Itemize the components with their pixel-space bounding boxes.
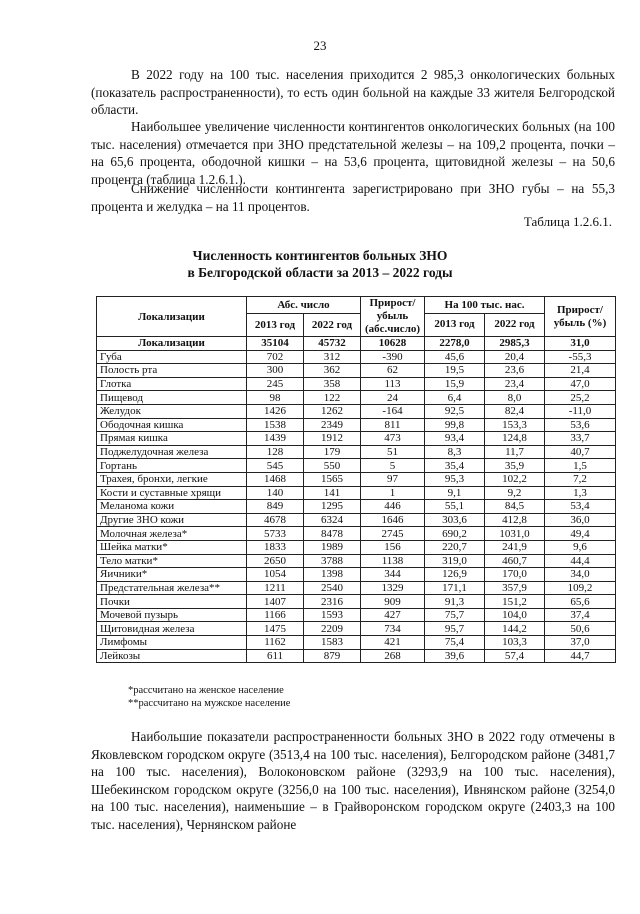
table-cell: 49,4 [545, 527, 616, 541]
table-cell: 109,2 [545, 581, 616, 595]
table-cell: 24 [361, 391, 425, 405]
table-cell: 473 [361, 432, 425, 446]
table-row [97, 527, 616, 541]
table-title-line2: в Белгородской области за 2013 – 2022 годы [187, 265, 453, 280]
table-cell: 1054 [247, 568, 304, 582]
table-cell: 1031,0 [485, 527, 545, 541]
table-row [97, 649, 616, 663]
table-cell: 268 [361, 649, 425, 663]
table-cell: 75,4 [425, 636, 485, 650]
table-cell: 9,2 [485, 486, 545, 500]
table-row [97, 500, 616, 514]
table-cell: 95,7 [425, 622, 485, 636]
paragraph-decrease: Снижение численности контингента зарегистрировано при ЗНО губы – на 55,3 процента и желудка – на 11 процентов. [91, 181, 615, 214]
footnote-male: **рассчитано на мужское население [128, 698, 291, 709]
table-cell: 103,3 [485, 636, 545, 650]
table-cell: 50,6 [545, 622, 616, 636]
table-cell: 1262 [304, 404, 361, 418]
table-cell: 3788 [304, 554, 361, 568]
table-cell: 34,0 [545, 568, 616, 582]
table-cell: 144,2 [485, 622, 545, 636]
row-label: Гортань [97, 459, 247, 473]
row-label: Прямая кишка [97, 432, 247, 446]
table-cell: 97 [361, 472, 425, 486]
table-cell: 53,4 [545, 500, 616, 514]
table-row [97, 472, 616, 486]
table-row [97, 459, 616, 473]
table-cell: 15,9 [425, 377, 485, 391]
table-cell: 23,6 [485, 364, 545, 378]
table-cell: 550 [304, 459, 361, 473]
table-cell: 460,7 [485, 554, 545, 568]
table-cell: 62 [361, 364, 425, 378]
header-rate-2022: 2022 год [485, 313, 545, 336]
table-cell: 362 [304, 364, 361, 378]
table-cell: 140 [247, 486, 304, 500]
table-cell: 1538 [247, 418, 304, 432]
table-cell: 734 [361, 622, 425, 636]
row-label: Яичники* [97, 568, 247, 582]
header-localization: Локализации [97, 297, 247, 337]
table-cell: 2540 [304, 581, 361, 595]
table-cell: 1833 [247, 540, 304, 554]
table-row [97, 608, 616, 622]
table-cell: 220,7 [425, 540, 485, 554]
table-cell: 8,3 [425, 445, 485, 459]
table-cell: 11,7 [485, 445, 545, 459]
table-row [97, 364, 616, 378]
row-label: Другие ЗНО кожи [97, 513, 247, 527]
table-cell: 241,9 [485, 540, 545, 554]
table-cell: -11,0 [545, 404, 616, 418]
table-cell: 98 [247, 391, 304, 405]
row-label: Лимфомы [97, 636, 247, 650]
row-label: Ободочная кишка [97, 418, 247, 432]
table-row [97, 391, 616, 405]
table-cell: 1166 [247, 608, 304, 622]
table-cell: 92,5 [425, 404, 485, 418]
table-cell: 1583 [304, 636, 361, 650]
header-rate-2013: 2013 год [425, 313, 485, 336]
table-cell: 1138 [361, 554, 425, 568]
table-cell: 44,7 [545, 649, 616, 663]
table-cell: 1565 [304, 472, 361, 486]
table-cell: 9,6 [545, 540, 616, 554]
table-cell: 21,4 [545, 364, 616, 378]
table-cell: 124,8 [485, 432, 545, 446]
table-cell: 1593 [304, 608, 361, 622]
table-cell: 102,2 [485, 472, 545, 486]
table-cell: 1211 [247, 581, 304, 595]
table-row [97, 540, 616, 554]
footnote-female: *рассчитано на женское население [128, 685, 284, 696]
table-cell: 95,3 [425, 472, 485, 486]
table-cell: 312 [304, 350, 361, 364]
table-cell: 128 [247, 445, 304, 459]
table-cell: 36,0 [545, 513, 616, 527]
table-cell: 909 [361, 595, 425, 609]
header-abs-2013: 2013 год [247, 313, 304, 336]
table-cell: 104,0 [485, 608, 545, 622]
table-cell: 93,4 [425, 432, 485, 446]
table-cell: 10628 [361, 337, 425, 351]
row-label: Желудок [97, 404, 247, 418]
row-label: Полость рта [97, 364, 247, 378]
table-cell: 8478 [304, 527, 361, 541]
table-cell: 1295 [304, 500, 361, 514]
table-cell: 51 [361, 445, 425, 459]
paragraph-increase: Наибольшее увеличение численности контингентов онкологических больных (на 100 тыс. населения) отмечается при ЗНО предстательной железы – на 109,2 процента, почки – на 65,6 процента, ободочной кишки – на 53,6 процента, щитовидной железы – на 50,6 процента (таблица 1.2.6.1.). [91, 119, 615, 187]
table-cell: 35,9 [485, 459, 545, 473]
table-cell: 344 [361, 568, 425, 582]
row-label: Молочная железа* [97, 527, 247, 541]
table-cell: 40,7 [545, 445, 616, 459]
table-cell: 9,1 [425, 486, 485, 500]
table-cell: 446 [361, 500, 425, 514]
row-label: Тело матки* [97, 554, 247, 568]
table-row [97, 595, 616, 609]
table-cell: -164 [361, 404, 425, 418]
table-cell: 113 [361, 377, 425, 391]
header-abs-number: Абс. число [247, 297, 361, 314]
table-cell: 2316 [304, 595, 361, 609]
table-cell: 1,3 [545, 486, 616, 500]
table-label: Таблица 1.2.6.1. [523, 214, 612, 229]
table-cell: 33,7 [545, 432, 616, 446]
table-cell: 412,8 [485, 513, 545, 527]
table-row [97, 432, 616, 446]
row-label: Глотка [97, 377, 247, 391]
table-cell: 171,1 [425, 581, 485, 595]
table-cell: 5 [361, 459, 425, 473]
table-cell: 44,4 [545, 554, 616, 568]
row-label: Поджелудочная железа [97, 445, 247, 459]
table-cell: 47,0 [545, 377, 616, 391]
table-cell: 1329 [361, 581, 425, 595]
table-cell: 357,9 [485, 581, 545, 595]
table-cell: 303,6 [425, 513, 485, 527]
footnotes [128, 684, 290, 710]
table-cell: 319,0 [425, 554, 485, 568]
table-cell: 141 [304, 486, 361, 500]
table-row [97, 445, 616, 459]
table-cell: 1989 [304, 540, 361, 554]
table-cell: 6324 [304, 513, 361, 527]
table-row [97, 554, 616, 568]
table-cell: 31,0 [545, 337, 616, 351]
table-row [97, 636, 616, 650]
row-label: Локализации [97, 337, 247, 351]
row-label: Пищевод [97, 391, 247, 405]
table-cell: 99,8 [425, 418, 485, 432]
paragraph-prevalence: В 2022 году на 100 тыс. населения приходится 2 985,3 онкологических больных (показатель распространенности), то есть один больной на каждые 33 жителя Белгородской области. [91, 67, 615, 117]
table-cell: 179 [304, 445, 361, 459]
table-cell: 2985,3 [485, 337, 545, 351]
table-row [97, 404, 616, 418]
table-cell: 25,2 [545, 391, 616, 405]
table-cell: 2349 [304, 418, 361, 432]
table-cell: 1646 [361, 513, 425, 527]
table-cell: 1439 [247, 432, 304, 446]
table-cell: 1912 [304, 432, 361, 446]
row-label: Шейка матки* [97, 540, 247, 554]
row-label: Кости и суставные хрящи [97, 486, 247, 500]
table-cell: 1,5 [545, 459, 616, 473]
row-label: Лейкозы [97, 649, 247, 663]
table-cell: 545 [247, 459, 304, 473]
table-row [97, 622, 616, 636]
table-cell: 1468 [247, 472, 304, 486]
table-cell: 122 [304, 391, 361, 405]
table-cell: 300 [247, 364, 304, 378]
table-row [97, 377, 616, 391]
header-abs-2022: 2022 год [304, 313, 361, 336]
table-cell: 7,2 [545, 472, 616, 486]
table-cell: -55,3 [545, 350, 616, 364]
table-cell: 37,0 [545, 636, 616, 650]
table-cell: 45732 [304, 337, 361, 351]
table-cell: 170,0 [485, 568, 545, 582]
table-cell: 53,6 [545, 418, 616, 432]
totals-row [97, 337, 616, 351]
table-cell: 82,4 [485, 404, 545, 418]
table-cell: 84,5 [485, 500, 545, 514]
table-row [97, 568, 616, 582]
paragraph-regions: Наибольшие показатели распространенности больных ЗНО в 2022 году отмечены в Яковлевском городском округе (3513,4 на 100 тыс. населения), Белгородском районе (3481,7 на 100 тыс. населения), Волоконовском районе (3293,9 на 100 тыс. населения), Шебекинском городском округе (3256,0 на 100 тыс. населения), Ивнянском районе (3254,0 на 100 тыс. населения), наименьшие – в Грайворонском городском округе (2403,3 на 100 тыс. населения), Чернянском районе [91, 729, 615, 832]
table-cell: 421 [361, 636, 425, 650]
row-label: Губа [97, 350, 247, 364]
table-cell: 1475 [247, 622, 304, 636]
table-cell: 811 [361, 418, 425, 432]
table-cell: -390 [361, 350, 425, 364]
table-cell: 1 [361, 486, 425, 500]
table-cell: 1407 [247, 595, 304, 609]
table-cell: 35104 [247, 337, 304, 351]
row-label: Щитовидная железа [97, 622, 247, 636]
table-cell: 1162 [247, 636, 304, 650]
table-row [97, 418, 616, 432]
table-cell: 57,4 [485, 649, 545, 663]
table-title [0, 247, 640, 281]
row-label: Трахея, бронхи, легкие [97, 472, 247, 486]
table-cell: 5733 [247, 527, 304, 541]
table-cell: 8,0 [485, 391, 545, 405]
table-cell: 2650 [247, 554, 304, 568]
table-cell: 611 [247, 649, 304, 663]
row-label: Почки [97, 595, 247, 609]
table-cell: 2278,0 [425, 337, 485, 351]
table-cell: 151,2 [485, 595, 545, 609]
table-cell: 91,3 [425, 595, 485, 609]
table-body [97, 337, 616, 663]
table-cell: 45,6 [425, 350, 485, 364]
table-row [97, 350, 616, 364]
table-cell: 126,9 [425, 568, 485, 582]
table-cell: 37,4 [545, 608, 616, 622]
table-cell: 879 [304, 649, 361, 663]
table-cell: 358 [304, 377, 361, 391]
header-growth-pct: Прирост/ убыль (%) [545, 297, 616, 337]
table-cell: 75,7 [425, 608, 485, 622]
table-row [97, 581, 616, 595]
table-cell: 19,5 [425, 364, 485, 378]
table-cell: 65,6 [545, 595, 616, 609]
contingent-table [96, 296, 616, 663]
row-label: Мочевой пузырь [97, 608, 247, 622]
table-cell: 4678 [247, 513, 304, 527]
header-growth-abs: Прирост/ убыль (абс.число) [361, 297, 425, 337]
header-per-100k: На 100 тыс. нас. [425, 297, 545, 314]
table-cell: 23,4 [485, 377, 545, 391]
table-cell: 6,4 [425, 391, 485, 405]
table-cell: 35,4 [425, 459, 485, 473]
row-label: Меланома кожи [97, 500, 247, 514]
table-row [97, 486, 616, 500]
table-row [97, 513, 616, 527]
table-cell: 1398 [304, 568, 361, 582]
table-cell: 39,6 [425, 649, 485, 663]
page-number: 23 [313, 38, 327, 53]
table-title-line1: Численность контингентов больных ЗНО [192, 248, 448, 263]
table-cell: 20,4 [485, 350, 545, 364]
table-cell: 849 [247, 500, 304, 514]
table-cell: 702 [247, 350, 304, 364]
row-label: Предстательная железа** [97, 581, 247, 595]
table-cell: 2209 [304, 622, 361, 636]
table-cell: 1426 [247, 404, 304, 418]
table-cell: 245 [247, 377, 304, 391]
table-cell: 153,3 [485, 418, 545, 432]
table-cell: 55,1 [425, 500, 485, 514]
table-cell: 427 [361, 608, 425, 622]
table-cell: 156 [361, 540, 425, 554]
table-cell: 690,2 [425, 527, 485, 541]
table-cell: 2745 [361, 527, 425, 541]
